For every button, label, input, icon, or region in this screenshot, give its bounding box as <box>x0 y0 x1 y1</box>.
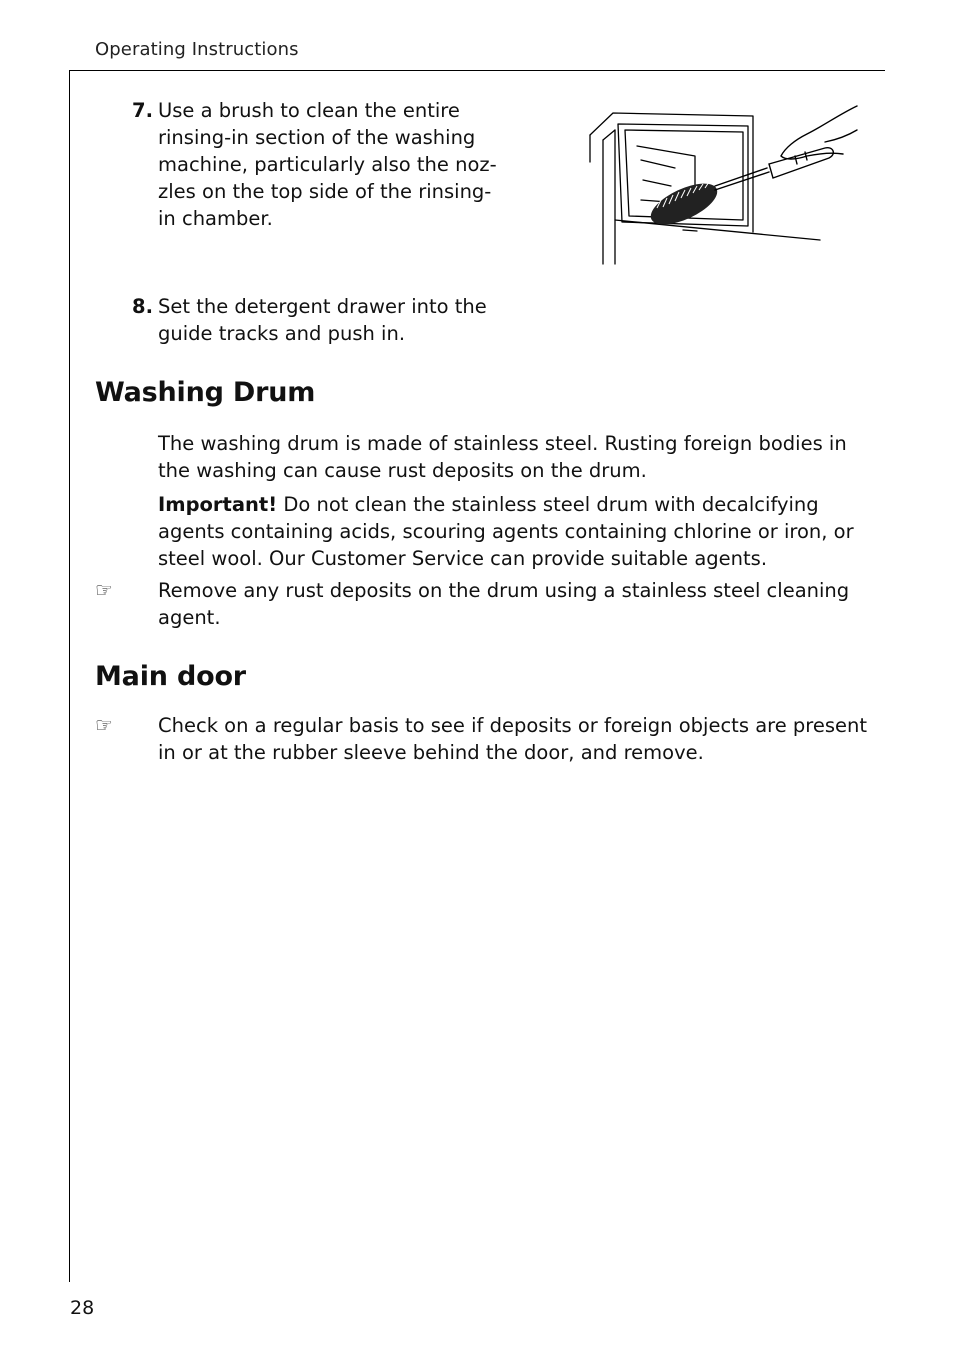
important-paragraph <box>158 491 868 572</box>
note-text: Check on a regular basis to see if deposits or foreign objects are present in or at the rubber sleeve behind the door, and remove. <box>158 714 868 764</box>
step-number: 8. <box>132 295 153 318</box>
page-number: 28 <box>70 1297 95 1319</box>
brush-cleaning-rinsing-chamber-illustration <box>585 100 865 266</box>
step-number: 7. <box>132 99 153 122</box>
step-text: Use a brush to clean the entire rinsing-in section of the washing machine, particularly also the noz- zles on the top side of the rinsing- in chamber. <box>158 99 497 230</box>
pointing-hand-icon: ☞ <box>95 578 113 602</box>
washing-drum-paragraph: The washing drum is made of stainless steel. Rusting foreign bodies in the washing can cause rust deposits on the drum. <box>158 432 847 482</box>
header-rule <box>69 70 885 71</box>
step-7 <box>132 97 497 232</box>
rust-note <box>95 577 870 631</box>
important-text: Do not clean the stainless steel drum with decalcifying agents containing acids, scouring agents containing chlorine or iron, or steel wool. Our Customer Service can provide suitable agents. <box>158 493 854 570</box>
step-text: Set the detergent drawer into the guide tracks and push in. <box>158 295 487 345</box>
margin-rule <box>69 70 70 1282</box>
pointing-hand-icon: ☞ <box>95 713 113 737</box>
page-header: Operating Instructions <box>95 39 299 60</box>
note-text: Remove any rust deposits on the drum using a stainless steel cleaning agent. <box>158 579 850 629</box>
main-door-heading: Main door <box>95 661 246 692</box>
important-label: Important! <box>158 493 278 516</box>
washing-drum-heading: Washing Drum <box>95 377 316 408</box>
door-note <box>95 712 870 766</box>
step-8 <box>132 293 487 347</box>
